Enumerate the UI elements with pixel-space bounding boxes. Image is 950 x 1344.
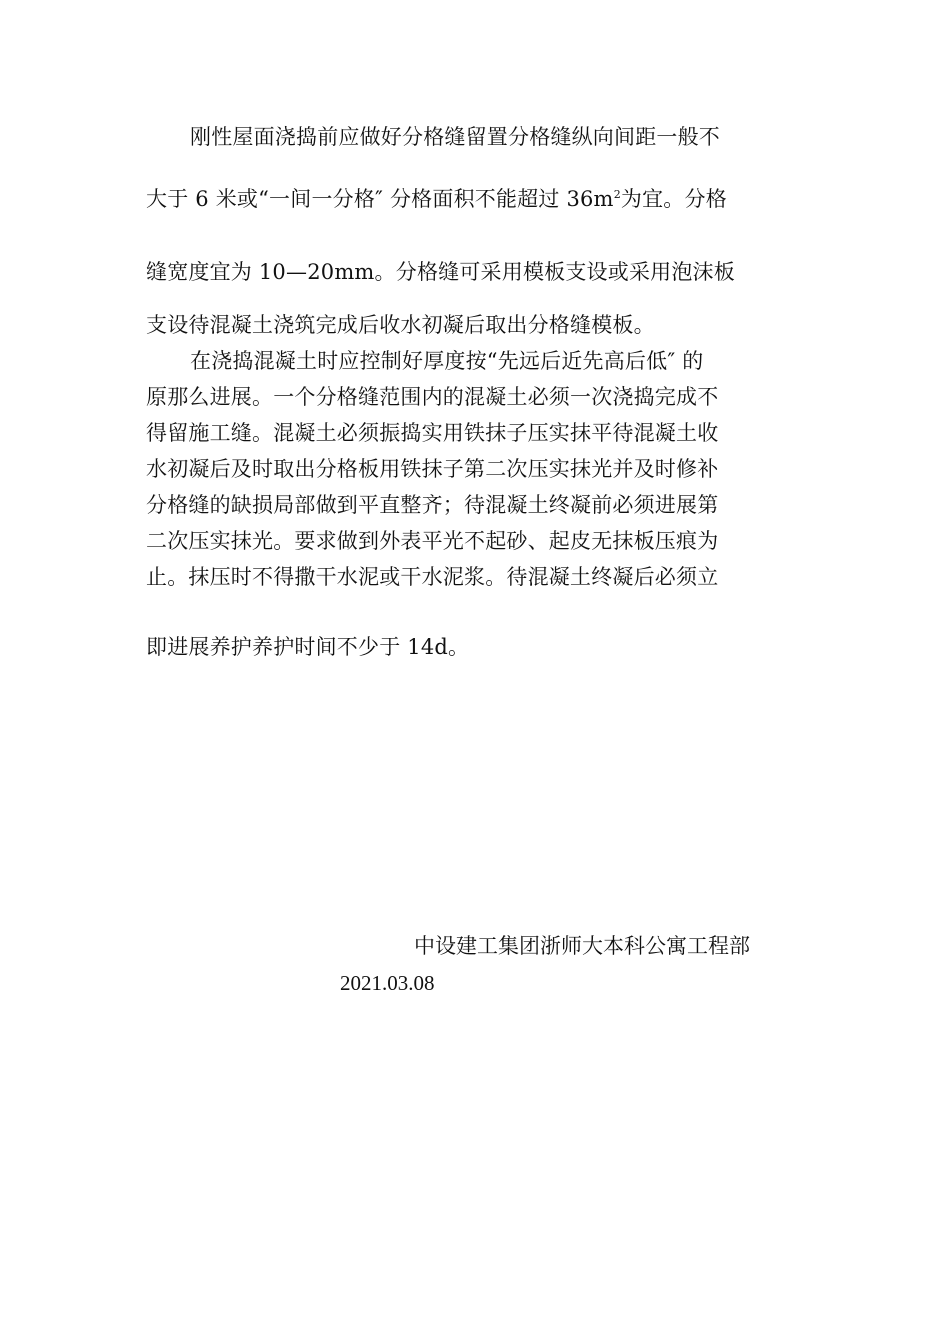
paragraph-1-line-2-end: 为宜。分格 (620, 187, 727, 211)
paragraph-2-line-2: 原那么进展。一个分格缝范围内的混凝土必须一次浇捣完成不 (146, 385, 719, 409)
paragraph-1-line-2 (146, 185, 806, 213)
paragraph-2-line-7: 止。抹压时不得撒干水泥或干水泥浆。待混凝土终凝后必须立 (146, 565, 719, 589)
superscript-2: 2 (613, 188, 621, 201)
paragraph-1-line-4: 支设待混凝土浇筑完成后收水初凝后取出分格缝模板。 (146, 313, 655, 337)
paragraph-2-line-5: 分格缝的缺损局部做到平直整齐；待混凝土终凝前必须进展第 (146, 493, 719, 517)
paragraph-1-line-1: 刚性屋面浇捣前应做好分格缝留置分格缝纵向间距一般不 (190, 125, 720, 149)
paragraph-1-line-2-text: 大于 6 米或“一间一分格″ 分格面积不能超过 36m (146, 187, 614, 211)
paragraph-2-line-1: 在浇捣混凝土时应控制好厚度按“先远后近先高后低″ 的 (190, 349, 704, 373)
paragraph-2-line-6: 二次压实抹光。要求做到外表平光不起砂、起皮无抹板压痕为 (146, 529, 719, 553)
paragraph-2-line-3: 得留施工缝。混凝土必须振捣实用铁抹子压实抹平待混凝土收 (146, 421, 719, 445)
paragraph-2-line-8: 即进展养护养护时间不少于 14d。 (146, 635, 470, 659)
paragraph-2-line-4: 水初凝后及时取出分格板用铁抹子第二次压实抹光并及时修补 (146, 457, 719, 481)
signature-organization: 中设建工集团浙师大本科公寓工程部 (414, 934, 750, 958)
signature-date: 2021.03.08 (340, 971, 435, 995)
paragraph-1-line-3: 缝宽度宜为 10—20mm。分格缝可采用模板支设或采用泡沫板 (146, 260, 735, 284)
